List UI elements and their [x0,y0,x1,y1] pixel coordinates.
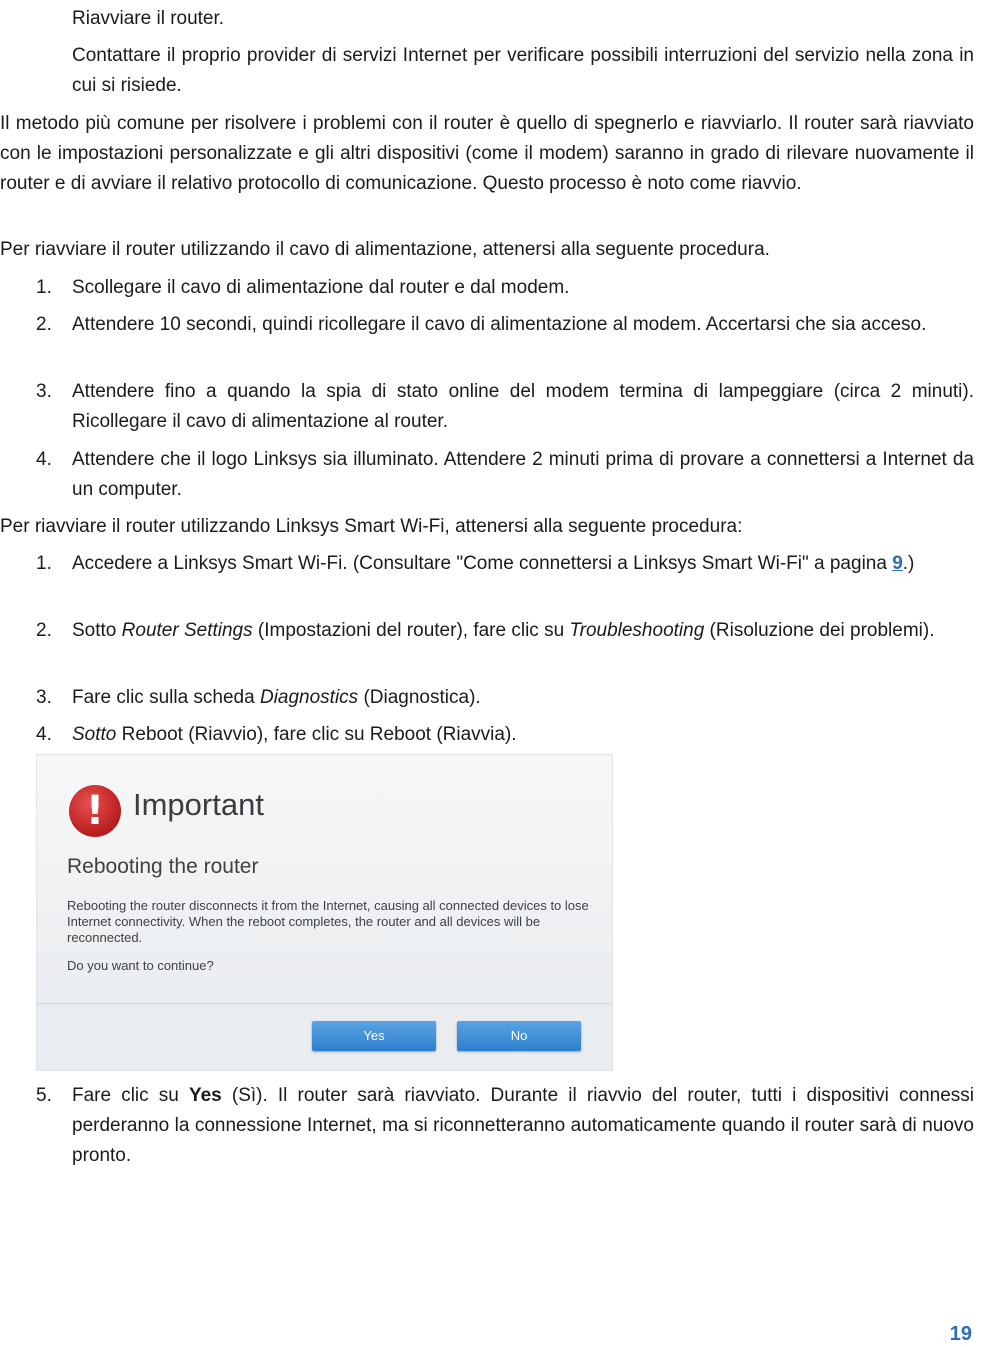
no-button[interactable]: No [457,1021,581,1051]
step-number: 2. [36,314,52,335]
step-text: Sotto Router Settings (Impostazioni del router), fare clic su Troubleshooting (Risoluzione dei problemi). [72,620,935,641]
sotto-term: Sotto [72,724,117,745]
troubleshooting-term: Troubleshooting [569,620,705,641]
step-text: Fare clic su Yes (Sì). Il router sarà riavviato. Durante il riavvio del router, tutti i dispositivi connessi perderanno la connessione Internet, ma si riconnetteranno automaticamente quando il router sarà di nuovo pronto. [72,1085,974,1166]
step-text: Sotto Reboot (Riavvio), fare clic su Reboot (Riavvia). [72,724,517,745]
router-settings-term: Router Settings [121,620,253,641]
intro-line-2: Contattare il proprio provider di servizi Internet per verificare possibili interruzioni del servizio nella zona in cui si risiede. [72,45,974,96]
paragraph-power-cable-intro: Per riavviare il router utilizzando il cavo di alimentazione, attenersi alla seguente procedura. [0,239,770,260]
paragraph-restart-method: Il metodo più comune per risolvere i problemi con il router è quello di spegnerlo e riavviarlo. Il router sarà riavviato con le impostazioni personalizzate e gli altri dispositivi (come il modem) saranno in grado di rilevare nuovamente il router e di avviare il relativo protocollo di comunicazione. Questo processo è noto come riavvio. [0,113,974,194]
step-text: Scollegare il cavo di alimentazione dal router e dal modem. [72,277,570,298]
step-number: 5. [36,1085,52,1106]
step-number: 1. [36,553,52,574]
step-number: 2. [36,620,52,641]
step-number: 3. [36,381,52,402]
page-number: 19 [949,1323,972,1345]
step-text: Accedere a Linksys Smart Wi-Fi. (Consultare "Come connettersi a Linksys Smart Wi-Fi" a pagina 9.) [72,553,915,574]
paragraph-smart-wifi-intro: Per riavviare il router utilizzando Linksys Smart Wi-Fi, attenersi alla seguente procedura: [0,516,743,537]
step-number: 4. [36,724,52,745]
step-text: Attendere 10 secondi, quindi ricollegare il cavo di alimentazione al modem. Accertarsi che sia acceso. [72,314,927,335]
step-number: 1. [36,277,52,298]
step-text: Attendere fino a quando la spia di stato online del modem termina di lampeggiare (circa 2 minuti). Ricollegare il cavo di alimentazione al router. [72,381,974,432]
dialog-question: Do you want to continue? [67,958,214,973]
step-text: Fare clic sulla scheda Diagnostics (Diagnostica). [72,687,481,708]
dialog-message: Rebooting the router disconnects it from the Internet, causing all connected devices to lose Internet connectivity. When the reboot completes, the router and all devices will be reconnected. [67,898,589,945]
step-number: 3. [36,687,52,708]
step-text: Attendere che il logo Linksys sia illuminato. Attendere 2 minuti prima di provare a connettersi a Internet da un computer. [72,449,974,500]
yes-button[interactable]: Yes [312,1021,436,1051]
dialog-subtitle: Rebooting the router [67,855,259,878]
dialog-title: Important [133,787,264,822]
page-link[interactable]: 9 [892,553,903,574]
reboot-dialog-screenshot [36,754,613,1071]
diagnostics-term: Diagnostics [259,687,359,708]
warning-icon: ! [69,785,121,837]
dialog-divider [37,1003,612,1004]
dialog-content [37,755,612,1003]
step-number: 4. [36,449,52,470]
intro-line-1: Riavviare il router. [72,8,225,29]
yes-term: Yes [188,1085,222,1106]
